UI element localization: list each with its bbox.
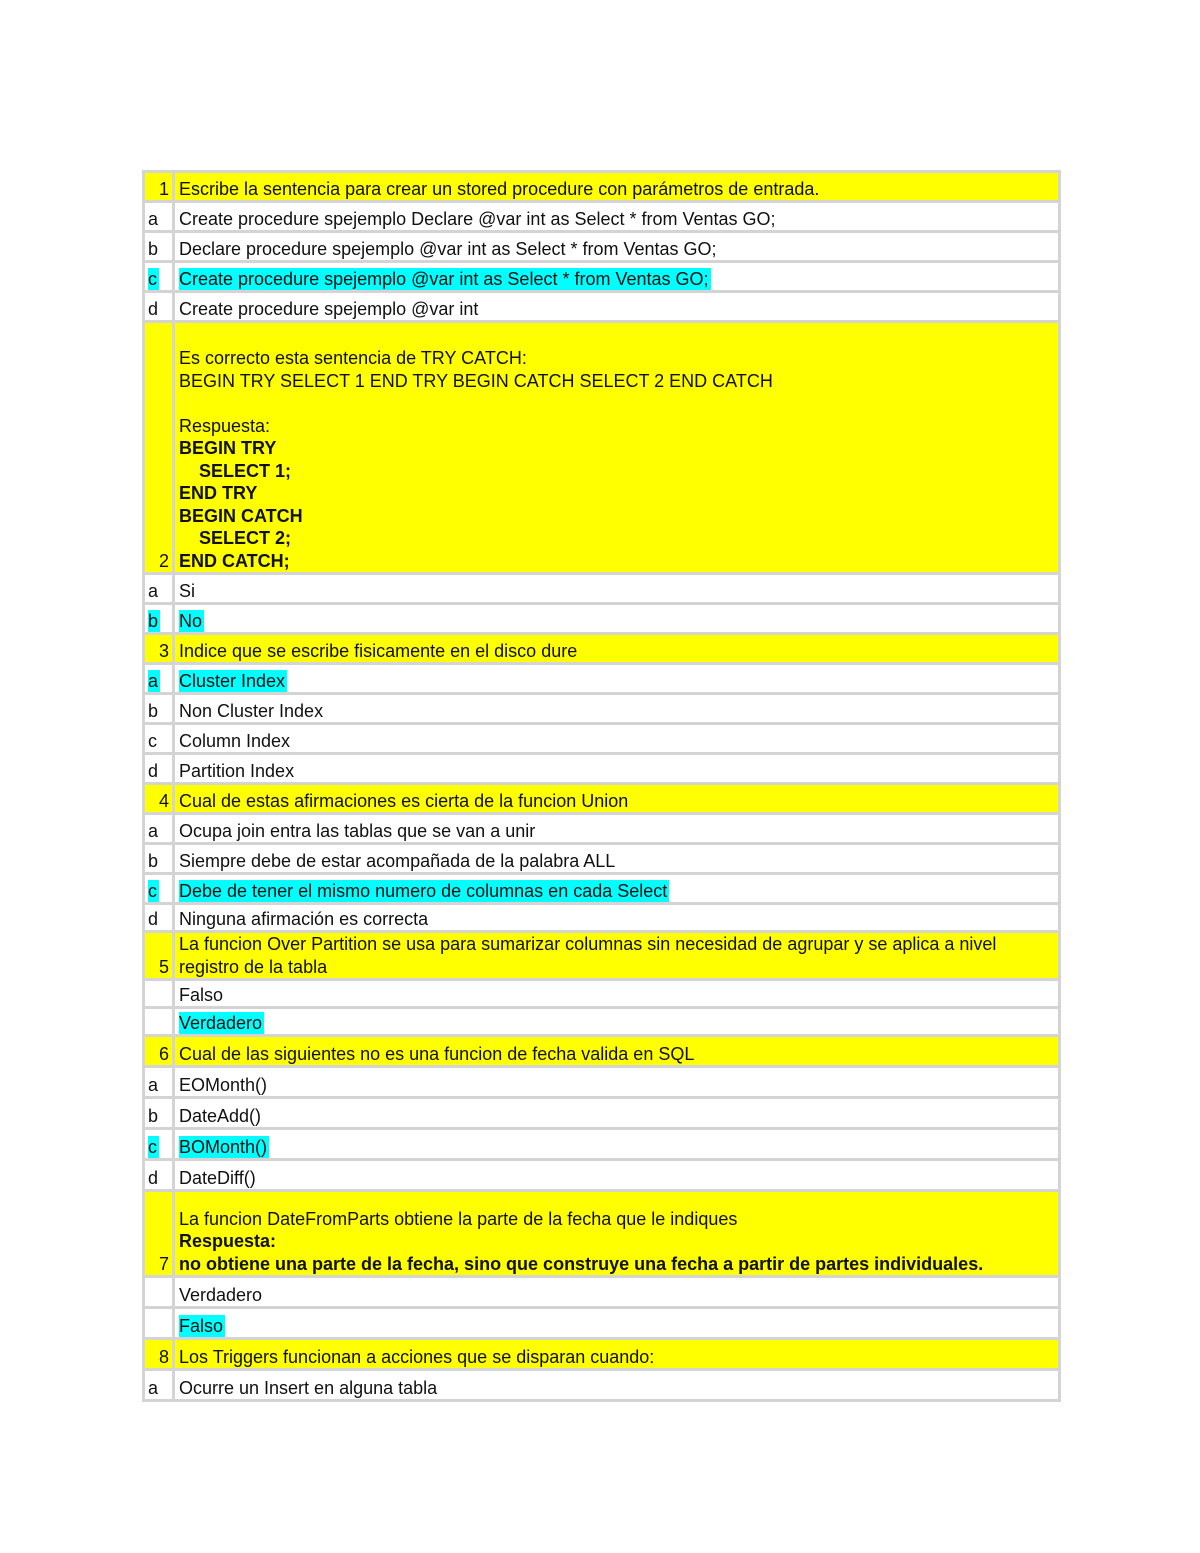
question-number: 7 [144,1191,174,1277]
option-row [144,574,1060,604]
question-text: Escribe la sentencia para crear un stored procedure con parámetros de entrada. [174,172,1060,202]
option-letter: a [148,670,159,691]
option-row [144,694,1060,724]
question-text: La funcion Over Partition se usa para sumarizar columnas sin necesidad de agrupar y se aplica a nivel registro de la tabla [174,932,1060,980]
option-letter: d [144,292,174,322]
option-text: Column Index [174,724,1060,754]
option-text: DateAdd() [174,1098,1060,1129]
option-row [144,1098,1060,1129]
option-row [144,202,1060,232]
quiz-table [142,170,1061,1402]
question-row [144,172,1060,202]
option-letter [144,980,174,1008]
option-row [144,844,1060,874]
option-row [144,1277,1060,1308]
option-letter: d [144,904,174,932]
option-letter: c [148,880,157,901]
question-number: 2 [144,322,174,574]
option-text: Siempre debe de estar acompañada de la palabra ALL [174,844,1060,874]
question-row [144,1191,1060,1277]
answer-label: Respuesta: [179,1231,277,1251]
option-row [144,980,1060,1008]
option-text: Ninguna afirmación es correcta [174,904,1060,932]
option-row-correct [144,874,1060,904]
question-text: Los Triggers funcionan a acciones que se disparan cuando: [174,1339,1060,1370]
option-letter: c [148,268,157,289]
option-row [144,724,1060,754]
option-letter: d [144,754,174,784]
option-text: Verdadero [179,1012,263,1033]
question-text: Cual de las siguientes no es una funcion de fecha valida en SQL [174,1036,1060,1067]
option-letter: a [144,202,174,232]
option-text: Si [174,574,1060,604]
option-row [144,754,1060,784]
option-letter: a [144,1067,174,1098]
option-text: Non Cluster Index [174,694,1060,724]
option-row-correct [144,664,1060,694]
option-text: Ocupa join entra las tablas que se van a unir [174,814,1060,844]
option-text: EOMonth() [174,1067,1060,1098]
option-letter [144,1277,174,1308]
option-text: Debe de tener el mismo numero de columnas en cada Select [179,880,668,901]
option-row [144,1067,1060,1098]
option-letter: a [144,814,174,844]
option-letter: b [144,232,174,262]
option-letter: b [144,844,174,874]
question-row [144,932,1060,980]
option-row [144,292,1060,322]
option-row-correct [144,262,1060,292]
question-text: Indice que se escribe fisicamente en el disco dure [174,634,1060,664]
question-row [144,1036,1060,1067]
option-row-correct [144,1129,1060,1160]
option-row-correct [144,1308,1060,1339]
option-text: No [179,610,203,631]
option-text: Partition Index [174,754,1060,784]
question-row [144,1339,1060,1370]
question-text: Cual de estas afirmaciones es cierta de la funcion Union [174,784,1060,814]
question-number: 6 [144,1036,174,1067]
option-text: Create procedure spejemplo Declare @var int as Select * from Ventas GO; [174,202,1060,232]
option-letter: b [144,1098,174,1129]
option-letter: a [144,1370,174,1401]
option-text: Declare procedure spejemplo @var int as Select * from Ventas GO; [174,232,1060,262]
option-letter: c [144,724,174,754]
question-code: BEGIN TRY SELECT 1; END TRY BEGIN CATCH SELECT 2; END CATCH; [179,438,303,571]
option-row-correct [144,1008,1060,1036]
option-row [144,232,1060,262]
option-row [144,1370,1060,1401]
option-row [144,904,1060,932]
question-text: Es correcto esta sentencia de TRY CATCH: BEGIN TRY SELECT 1 END TRY BEGIN CATCH SELECT 2 END CATCH Respuesta: [179,348,773,436]
option-letter: b [148,610,159,631]
option-row-correct [144,604,1060,634]
question-row [144,634,1060,664]
answer-explanation: no obtiene una parte de la fecha, sino que construye una fecha a partir de partes individuales. [179,1253,984,1274]
option-text: Verdadero [174,1277,1060,1308]
question-row [144,322,1060,574]
question-number: 1 [144,172,174,202]
question-text: La funcion DateFromParts obtiene la parte de la fecha que le indiques [179,1208,738,1229]
option-text: Ocurre un Insert en alguna tabla [174,1370,1060,1401]
option-text: BOMonth() [179,1136,268,1157]
option-row [144,1160,1060,1191]
option-letter: b [144,694,174,724]
question-number: 4 [144,784,174,814]
question-row [144,784,1060,814]
option-letter: d [144,1160,174,1191]
option-letter: a [144,574,174,604]
option-text: Create procedure spejemplo @var int as Select * from Ventas GO; [179,268,709,289]
question-number: 3 [144,634,174,664]
option-row [144,814,1060,844]
option-text: Falso [174,980,1060,1008]
option-text: DateDiff() [174,1160,1060,1191]
question-number: 8 [144,1339,174,1370]
option-text: Create procedure spejemplo @var int [174,292,1060,322]
option-text: Cluster Index [179,670,286,691]
option-letter: c [148,1136,157,1157]
question-number: 5 [144,932,174,980]
option-text: Falso [179,1315,224,1336]
